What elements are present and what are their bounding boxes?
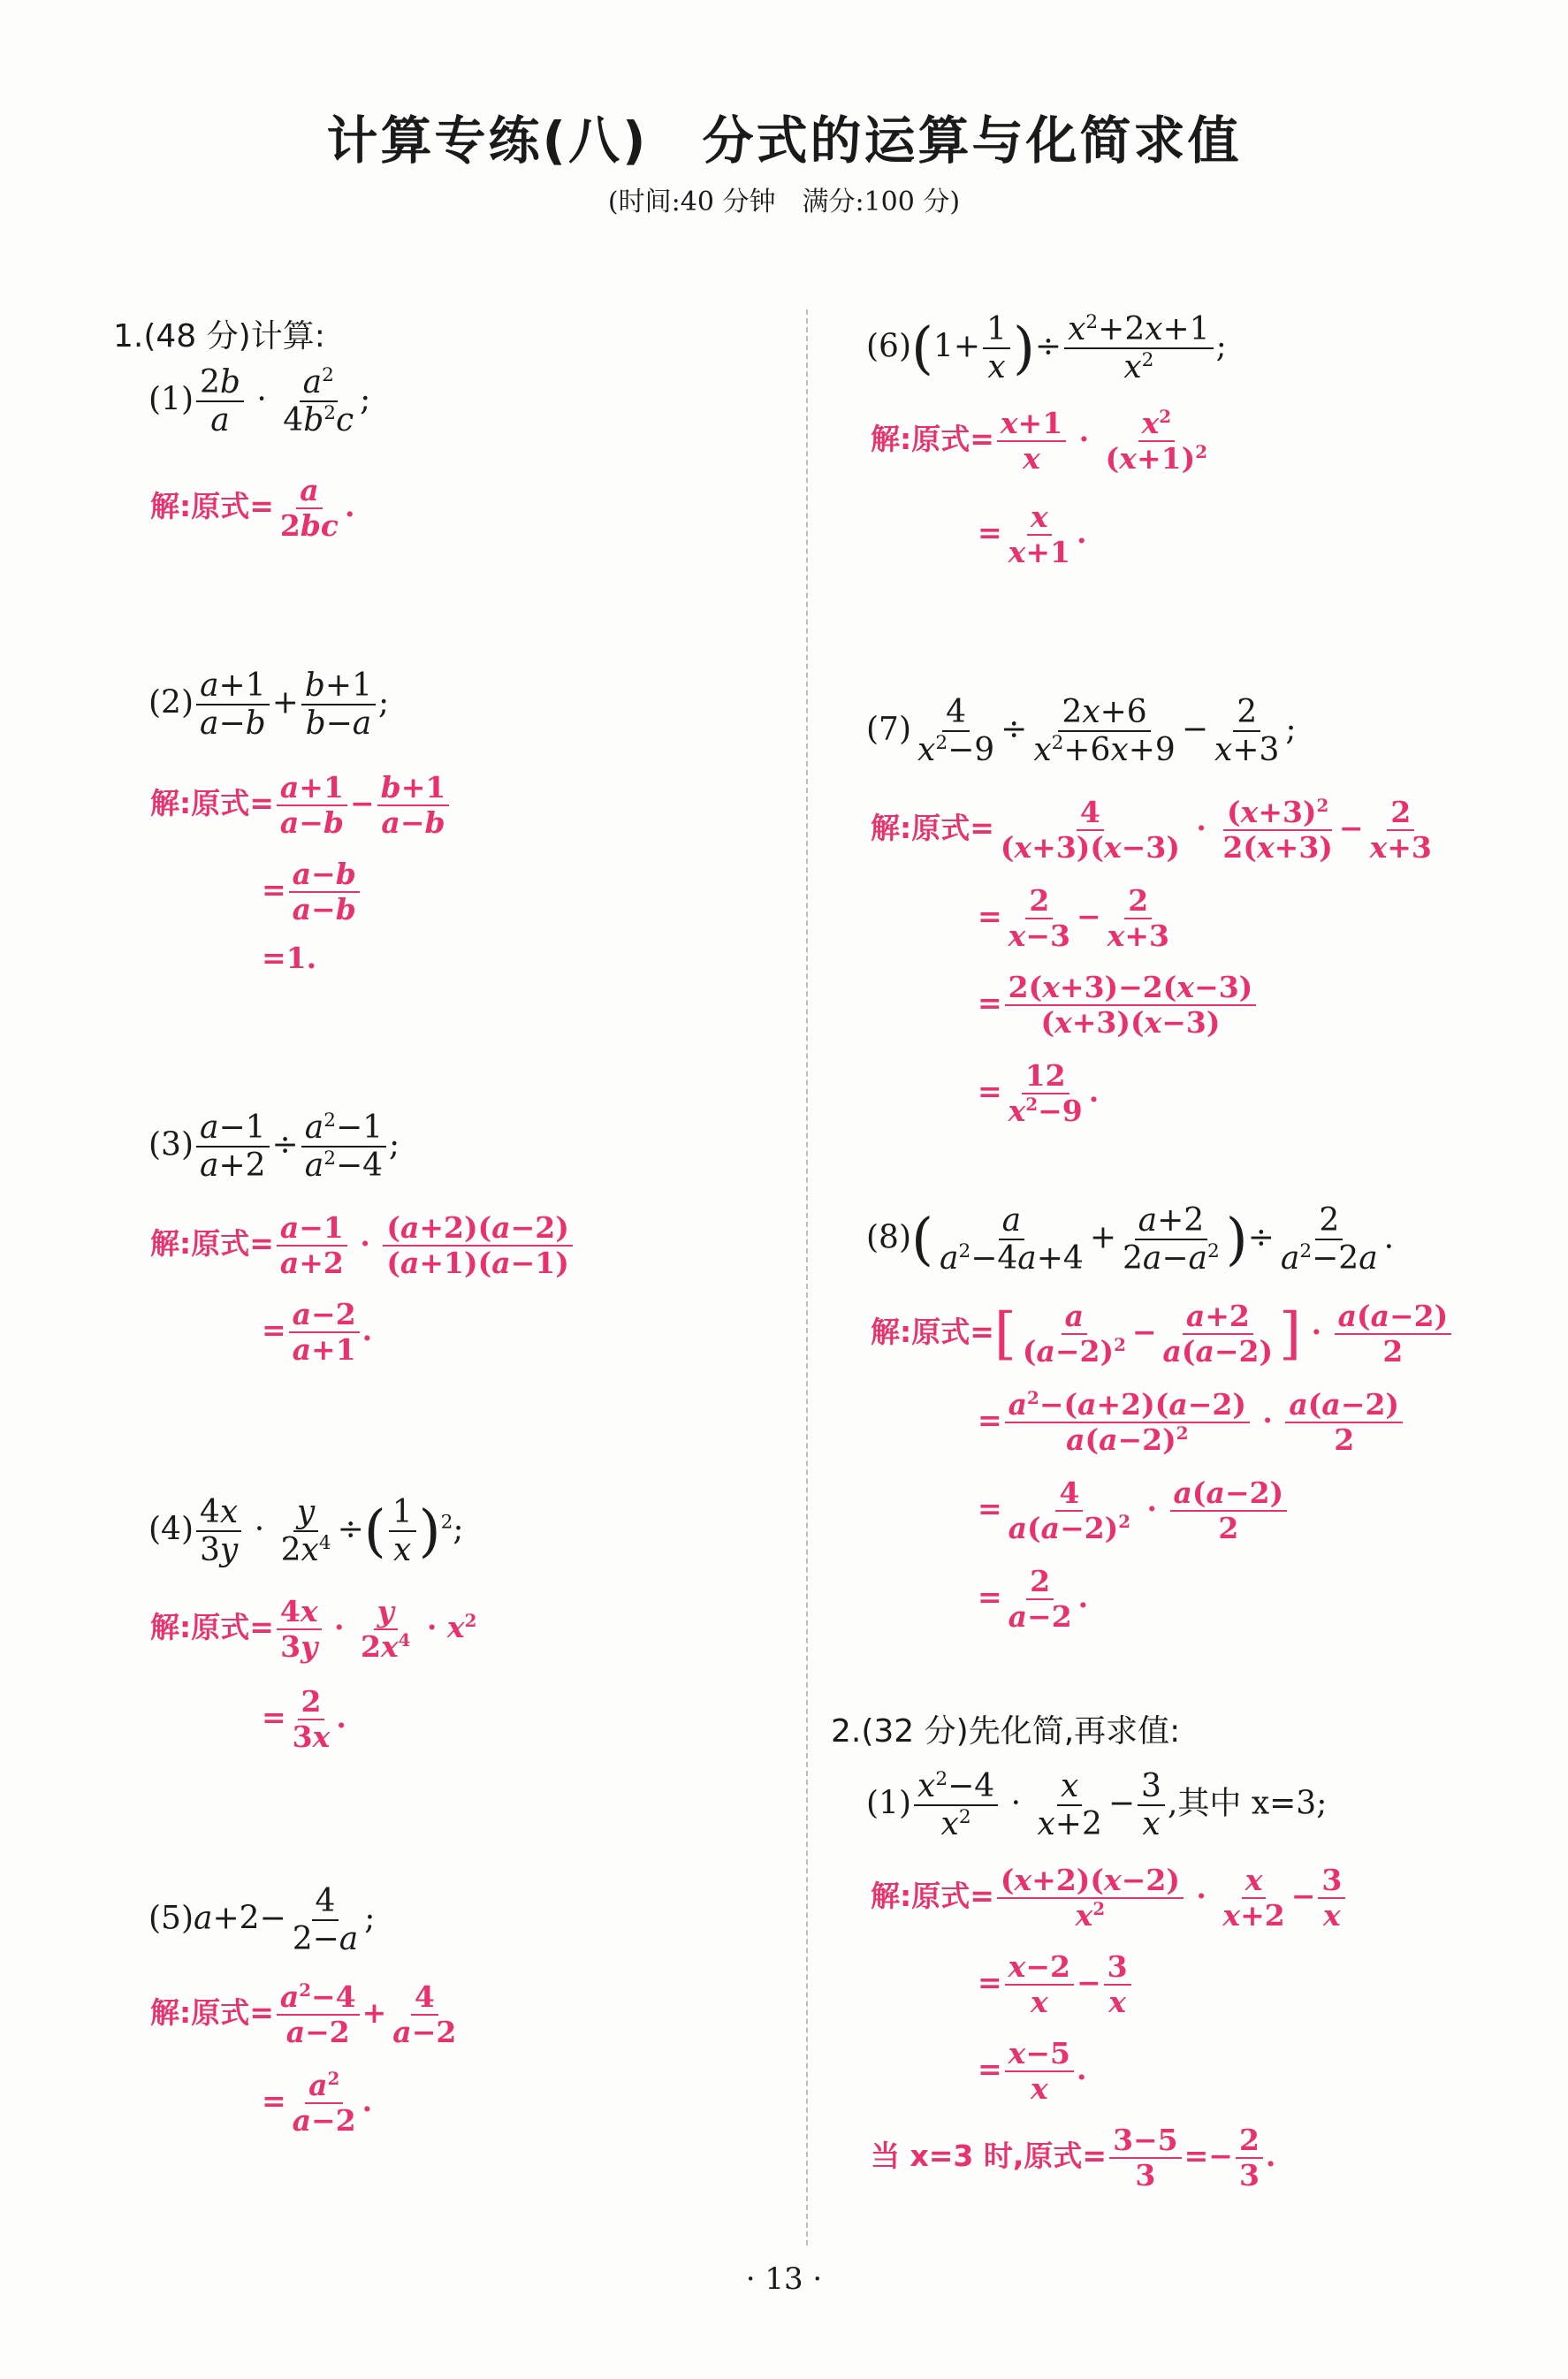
q1-item-4-solution: 解:原式= $\frac{4x}{3y}$ · $\frac{y}{2x^4}$ · $x^2$ bbox=[150, 1594, 477, 1664]
q1-item-8-step-2: = $\frac{a^2-(a+2)(a-2)}{a(a-2)^2}$ · $\frac{a(a-2)}{2}$ bbox=[978, 1388, 1405, 1457]
q1-item-8-step-4: = $\frac{2}{a-2}$ . bbox=[978, 1564, 1089, 1634]
q1-item-2-step-2: = $\frac{a-b}{a-b}$ bbox=[262, 858, 362, 926]
q1-item-7-solution: 解:原式= $\frac{4}{(x+3)(x-3)}$ · $\frac{(x+3)^2}{2(x+3)}$ − $\frac{2}{x+3}$ bbox=[871, 795, 1432, 865]
q1-item-5-step-2: = $\frac{a^2}{a-2}$ . bbox=[262, 2068, 373, 2138]
q1-item-8-step-3: = $\frac{4}{a(a-2)^2}$ · $\frac{a(a-2)}{2}$ bbox=[978, 1476, 1290, 1545]
solution-label: 解:原式= bbox=[150, 1994, 274, 2030]
q1-item-2: (2) $\frac{a+1}{a-b}$ + $\frac{b+1}{b-a}$ ; bbox=[148, 667, 390, 743]
question-1-heading: 1.(48 分)计算: bbox=[113, 318, 325, 355]
q1-item-2-solution: 解:原式= $\frac{a+1}{a-b}$ − $\frac{b+1}{a-b}$ bbox=[150, 771, 452, 840]
q1-item-7-step-2: = $\frac{2}{x-3}$ − $\frac{2}{x+3}$ bbox=[978, 883, 1169, 953]
q1-item-3-step-2: = $\frac{a-2}{a+1}$ . bbox=[262, 1297, 373, 1367]
q2-item-1-step-2: = $\frac{x-2}{x}$ − $\frac{3}{x}$ bbox=[978, 1950, 1134, 2019]
q1-item-5-solution: 解:原式= $\frac{a^2-4}{a-2}$ + $\frac{4}{a-2}$ bbox=[150, 1979, 457, 2049]
q1-item-1: (1) $\frac{2b}{a}$ · $\frac{a^2}{4b^2c}$ ; bbox=[148, 364, 371, 439]
q1-item-7-step-3: = $\frac{2(x+3)-2(x-3)}{(x+3)(x-3)}$ bbox=[978, 971, 1259, 1040]
q1-item-4: (4) $\frac{4x}{3y}$ · $\frac{y}{2x^4}$ ÷( $\frac{1}{x}$ )$^2$; bbox=[148, 1494, 464, 1569]
solution-label: 解:原式= bbox=[871, 810, 994, 845]
q1-item-7-step-4: = $\frac{12}{x^2-9}$ . bbox=[978, 1058, 1100, 1128]
conclusion-label: 当 x=3 时,原式= bbox=[871, 2138, 1107, 2173]
q1-item-6-step-2: = $\frac{x}{x+1}$ . bbox=[978, 499, 1087, 569]
q2-item-1-solution: 解:原式= $\frac{(x+2)(x-2)}{x^2}$ · $\frac{x}{x+2}$ − $\frac{3}{x}$ bbox=[871, 1864, 1348, 1933]
page-number: · 13 · bbox=[745, 2261, 823, 2297]
q2-item-1: (1) $\frac{x^2-4}{x^2}$ · $\frac{x}{x+2}$ − $\frac{3}{x}$ ,其中 x=3; bbox=[866, 1768, 1328, 1843]
q1-item-4-step-2: = $\frac{2}{3x}$ . bbox=[262, 1684, 346, 1754]
page-title: 计算专练(八) 分式的运算与化简求值 bbox=[326, 111, 1242, 171]
q1-item-8: (8)( $\frac{a}{a^2-4a+4}$ + $\frac{a+2}{2a-a^2}$ )÷ $\frac{2}{a^2-2a}$ . bbox=[866, 1202, 1395, 1277]
question-2-heading: 2.(32 分)先化简,再求值: bbox=[831, 1713, 1181, 1750]
page-subtitle: (时间:40 分钟 满分:100 分) bbox=[607, 187, 961, 217]
q1-item-1-solution: 解:原式= $\frac{a}{2bc}$ . bbox=[150, 473, 355, 543]
q1-item-2-step-3: =1. bbox=[262, 941, 317, 975]
q1-item-6: (6)(1+ $\frac{1}{x}$ )÷ $\frac{x^2+2x+1}{x^2}$ ; bbox=[866, 311, 1227, 386]
solution-label: 解:原式= bbox=[150, 1609, 274, 1644]
q2-item-1-conclusion: 当 x=3 时,原式= $\frac{3-5}{3}$ =− $\frac{2}{3}$ . bbox=[871, 2123, 1276, 2192]
q1-item-8-solution: 解:原式=[ $\frac{a}{(a-2)^2}$ − $\frac{a+2}{a(a-2)}$ ] · $\frac{a(a-2)}{2}$ bbox=[871, 1300, 1454, 1369]
q1-item-3: (3) $\frac{a-1}{a+2}$ ÷ $\frac{a^2-1}{a^2-4}$ ; bbox=[148, 1109, 400, 1185]
solution-label: 解:原式= bbox=[150, 785, 274, 820]
solution-label: 解:原式= bbox=[150, 488, 274, 523]
q1-item-5: (5)a+2− $\frac{4}{2-a}$ ; bbox=[148, 1883, 376, 1958]
solution-label: 解:原式= bbox=[871, 1878, 994, 1913]
q1-item-7: (7) $\frac{4}{x^2-9}$ ÷ $\frac{2x+6}{x^2+6x+9}$ − $\frac{2}{x+3}$ ; bbox=[866, 694, 1297, 769]
solution-label: 解:原式= bbox=[871, 421, 994, 456]
solution-label: 解:原式= bbox=[150, 1225, 274, 1261]
solution-label: 解:原式= bbox=[871, 1314, 994, 1349]
q2-item-1-condition: ,其中 x=3; bbox=[1167, 1785, 1328, 1822]
q1-item-6-solution: 解:原式= $\frac{x+1}{x}$ · $\frac{x^2}{(x+1)^2}$ bbox=[871, 406, 1207, 476]
q1-item-3-solution: 解:原式= $\frac{a-1}{a+2}$ · $\frac{(a+2)(a-2)}{(a+1)(a-1)}$ bbox=[150, 1211, 575, 1280]
q2-item-1-step-3: = $\frac{x-5}{x}$ . bbox=[978, 2036, 1087, 2106]
column-divider bbox=[806, 309, 808, 2246]
